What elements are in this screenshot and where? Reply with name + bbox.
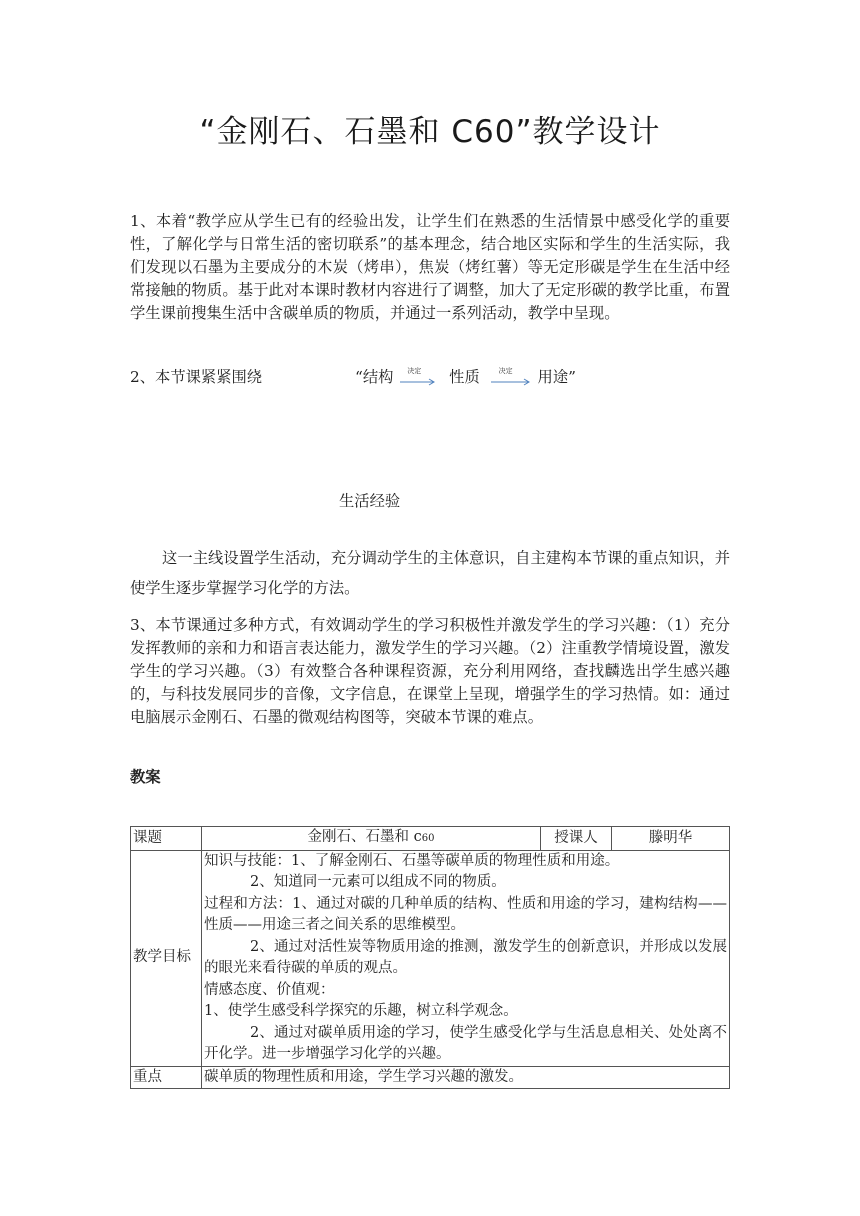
flow-use: 用途” [537,368,576,386]
decide-arrow-2 [489,367,533,386]
goal-line: 过程和方法：1、通过对碳的几种单质的结构、性质和用途的学习，建构结构——性质——用途三者之间关系的思维模型。 [204,895,727,933]
paragraph-3: 这一主线设置学生活动，充分调动学生的主体意识，自主建构本节课的重点知识，并使学生逐步掌握学习化学的方法。 [130,549,730,597]
paragraph-4: 3、本节课通过多种方式，有效调动学生的学习积极性并激发学生的学习兴趣：（1）充分发挥教师的亲和力和语言表达能力，激发学生的学习兴趣。（2）注重教学情境设置，激发学生的学习兴趣。（3）有效整合各种课程资源，充分利用网络，查找麟选出学生感兴趣的，与科技发展同步的音像，文字信息，在课堂上呈现，增强学生的学习热情。如：通过电脑展示金刚石、石墨的微观结构图等，突破本节课的难点。 [130,616,730,726]
flow-structure: “结构 [355,368,394,386]
decide-arrow-2-label: 决定 [498,367,513,375]
teacher-value-cell: 滕明华 [612,827,730,851]
teacher-label-cell: 授课人 [541,827,612,851]
goal-line: 2、知道同一元素可以组成不同的物质。 [250,874,506,890]
goals-content-cell [202,850,730,1066]
goal-line: 2、通过对活性炭等物质用途的推测，激发学生的创新意识，并形成以发展的眼光来看待碳的单质的观点。 [204,938,727,976]
topic-subscript: 60 [421,833,435,844]
table-row-topic [131,827,730,851]
table-row-goals [131,850,730,1066]
paragraph-1: 1、本着“教学应从学生已有的经验出发，让学生们在熟悉的生活情景中感受化学的重要性，了解化学与日常生活的密切联系”的基本理念，结合地区实际和学生的生活实际，我们发现以石墨为主要成分的木炭（烤串），焦炭（烤红薯）等无定形碳是学生在生活中经常接触的物质。基于此对本课时教材内容进行了调整，加大了无定形碳的教学比重，布置学生课前搜集生活中含碳单质的物质，并通过一系列活动，教学中呈现。 [130,212,730,322]
goals-label-cell: 教学目标 [131,850,202,1066]
topic-value: 金刚石、石墨和 c [307,829,422,845]
lesson-plan-table [130,826,730,1089]
goal-line: 2、通过对碳单质用途的学习，使学生感受化学与生活息息相关、处处离不开化学。进一步增强学习化学的兴趣。 [204,1024,727,1062]
decide-arrow-1 [398,367,438,386]
flow-property: 性质 [449,368,480,386]
key-label-cell: 重点 [131,1066,202,1089]
paragraph-2-prefix: 2、本节课紧紧围绕 [130,368,263,386]
key-value-cell: 碳单质的物理性质和用途，学生学习兴趣的激发。 [202,1066,730,1089]
topic-value-cell [202,827,541,851]
document-title: “金刚石、石墨和 C60”教学设计 [199,114,661,150]
lesson-plan-heading: 教案 [130,768,161,786]
structure-property-use-flow [355,365,576,387]
topic-label-cell: 课题 [131,827,202,851]
right-arrow-icon [400,378,436,386]
table-row-key-points [131,1066,730,1089]
decide-arrow-1-label: 决定 [407,367,422,375]
life-experience-label: 生活经验 [339,492,401,510]
right-arrow-icon [491,378,531,386]
goal-line: 情感态度、价值观： [204,981,335,998]
goal-line: 1、使学生感受科学探究的乐趣，树立科学观念。 [204,1003,518,1019]
goal-line: 知识与技能：1、了解金刚石、石墨等碳单质的物理性质和用途。 [204,852,620,869]
